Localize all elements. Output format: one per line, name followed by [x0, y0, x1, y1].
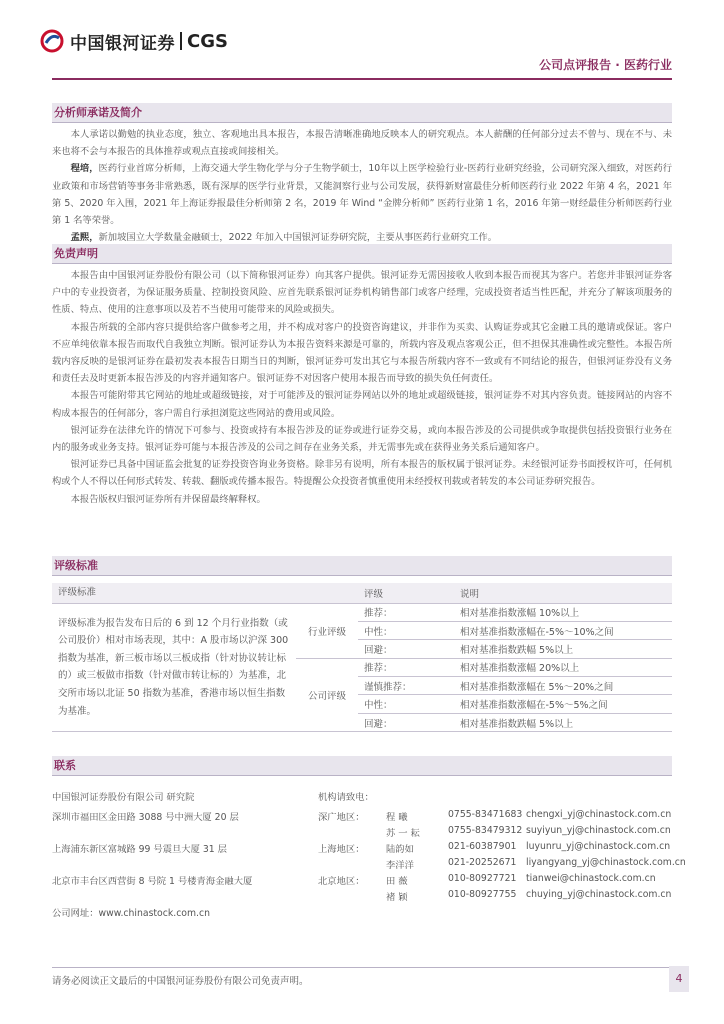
footer-divider: [52, 967, 672, 968]
logo-mark-icon: [40, 29, 64, 53]
logo-separator: [180, 32, 182, 50]
contact-person-phone: 0755-83471683: [448, 809, 523, 820]
contact-person-name: 苏 一 耘: [386, 828, 420, 839]
disclaimer-paragraph: 银河证券已具备中国证监会批复的证券投资咨询业务资格。除非另有说明，所有本报告的版权属于银河证券。未经银河证券书面授权许可，任何机构或个人不得以任何形式转发、转载、翻版或传播本报告。特提醒公众投资者慎重使用未经授权刊载或者转发的本公司证券研究报告。: [52, 459, 672, 488]
region-shenzhen: 深广地区：: [318, 812, 365, 823]
analyst-paragraphs: [52, 126, 672, 246]
analyst-bio-1-text: 医药行业首席分析师，上海交通大学生物化学与分子生物学硕士，10年以上医学检验行业-医药行业研究经验，公司研究深入细致，对医药行业政策和市场营销等事务非常熟悉，既有深厚的医学行业背景，又能洞察行业与公司发展，获得新财富最佳分析师医药行业 2022 年第 4 名，2021 年第 5、2020 年入围，2021 年上海证券报最佳分析师第 2 名，2019 年 Wind “金牌分析师” 医药行业第 1 名，2016 年第一财经最佳分析师医药行业第 1 名等荣誉。: [52, 163, 672, 227]
company-website: 公司网址：www.chinastock.com.cn: [52, 908, 211, 919]
disclaimer-paragraph: 本报告所载的全部内容只提供给客户做参考之用，并不构成对客户的投资咨询建议，并非作为买卖、认购证券或其它金融工具的邀请或保证。客户不应单纯依靠本报告而取代自我独立判断。银河证券认为本报告资料来源是可靠的，所载内容及观点客观公正，但不担保其准确性或完整性。本报告所载内容反映的是银河证券在最初发表本报告日期当日的判断，银河证券可发出其它与本报告所载内容不一致或有不同结论的报告，但银河证券没有义务和责任去及时更新本报告涉及的内容并通知客户。银河证券不对因客户使用本报告而导致的损失负任何责任。: [52, 321, 672, 385]
rating-desc: 相对基准指数涨幅 20%以上: [454, 658, 672, 676]
sales-title: 机构请致电：: [318, 792, 374, 803]
contact-person-phone: 021-20252671: [448, 857, 517, 868]
rating-level: 中性：: [358, 621, 454, 639]
address-shanghai: 上海浦东新区富城路 99 号震旦大厦 31 层: [52, 844, 227, 855]
rating-level: 推荐：: [358, 658, 454, 676]
rating-desc: 相对基准指数涨幅在-5%～10%之间: [454, 621, 672, 639]
contact-person-name: 田 薇: [386, 876, 408, 887]
page-number: 4: [669, 966, 689, 992]
rating-desc: 相对基准指数涨幅在 5%～20%之间: [454, 677, 672, 695]
contact-person-name: 李洋洋: [386, 860, 414, 871]
rating-level: 中性：: [358, 695, 454, 713]
contact-person-name: 陆韵如: [386, 844, 414, 855]
footer-disclaimer: 请务必阅读正文最后的中国银河证券股份有限公司免责声明。: [52, 976, 309, 987]
contact-person-email[interactable]: liyangyang_yj@chinastock.com.cn: [526, 857, 686, 868]
contact-person-phone: 010-80927721: [448, 873, 517, 884]
contact-person-email[interactable]: chengxi_yj@chinastock.com.cn: [526, 809, 672, 820]
header-standard: 评级标准: [52, 583, 296, 603]
rating-standard-text: 评级标准为报告发布日后的 6 到 12 个月行业指数（或公司股价）相对市场表现，其中：A 股市场以沪深 300 指数为基准，新三板市场以三板成指（针对协议转让标的）或三板做市指数（针对做市转让标的）为基准，北交所市场以北证 50 指数为基准，香港市场以恒生指数为基准。: [52, 603, 296, 732]
contact-person-email[interactable]: chuying_yj@chinastock.com.cn: [526, 889, 672, 900]
analyst-commitment: 本人承诺以勤勉的执业态度，独立、客观地出具本报告，本报告清晰准确地反映本人的研究观点。本人薪酬的任何部分过去不曾与、现在不与、未来也将不会与本报告的具体推荐或观点直接或间接相关。: [52, 129, 672, 158]
report-type: 公司点评报告 · 医药行业: [539, 58, 672, 72]
analyst-bio-2-text: 新加坡国立大学数量金融硕士，2022 年加入中国银河证券研究院，主要从事医药行业研究工作。: [98, 232, 497, 244]
address-shenzhen: 深圳市福田区金田路 3088 号中洲大厦 20 层: [52, 812, 239, 823]
analyst-name-1: 程培，: [70, 163, 99, 175]
rating-desc: 相对基准指数跌幅 5%以上: [454, 713, 672, 731]
rating-level: 谨慎推荐：: [358, 677, 454, 695]
contact-person-email[interactable]: tianwei@chinastock.com.cn: [526, 873, 656, 884]
rating-table: [52, 583, 672, 732]
contact-person-phone: 021-60387901: [448, 841, 517, 852]
header-description: 说明: [454, 583, 672, 603]
logo-en-text: CGS: [187, 30, 228, 52]
header-category: [296, 583, 358, 603]
address-beijing: 北京市丰台区西营街 8 号院 1 号楼青海金融大厦: [52, 876, 253, 887]
section-title-analyst: 分析师承诺及简介: [52, 103, 672, 123]
region-beijing: 北京地区：: [318, 876, 365, 887]
contact-person-phone: 0755-83479312: [448, 825, 523, 836]
rating-desc: 相对基准指数跌幅 5%以上: [454, 640, 672, 658]
analyst-name-2: 孟熙，: [70, 232, 99, 244]
disclaimer-paragraph: 本报告版权归银河证券所有并保留最终解释权。: [70, 493, 266, 505]
rating-table-header: [52, 583, 672, 603]
contact-company: 中国银河证券股份有限公司 研究院: [52, 792, 195, 803]
section-title-disclaimer: 免责声明: [52, 244, 672, 264]
contact-person-phone: 010-80927755: [448, 889, 517, 900]
rating-level: 回避：: [358, 713, 454, 731]
header-divider: [52, 78, 672, 80]
analyst-bio-1: [52, 160, 672, 229]
section-title-contact: 联系: [52, 756, 672, 776]
company-logo: [40, 28, 228, 54]
contact-person-name: 褚 颖: [386, 892, 408, 903]
rating-desc: 相对基准指数涨幅在-5%～5%之间: [454, 695, 672, 713]
rating-desc: 相对基准指数涨幅 10%以上: [454, 603, 672, 621]
section-title-rating: 评级标准: [52, 556, 672, 576]
disclaimer-paragraph: 银河证券在法律允许的情况下可参与、投资或持有本报告涉及的证券或进行证券交易，或向本报告涉及的公司提供或争取提供包括投资银行业务在内的服务或业务支持。银河证券可能与本报告涉及的公司之间存在业务关系，并无需事先或在获得业务关系后通知客户。: [52, 424, 672, 454]
disclaimer-paragraph: 本报告由中国银河证券股份有限公司（以下简称银河证券）向其客户提供。银河证券无需因接收人收到本报告而视其为客户。若您并非银河证券客户中的专业投资者，为保证服务质量、控制投资风险、应首先联系银河证券机构销售部门或客户经理，完成投资者适当性匹配，并充分了解该项服务的性质、特点、使用的注意事项以及若不当使用可能带来的风险或损失。: [52, 270, 672, 316]
company-rating-label: 公司评级: [296, 658, 358, 732]
disclaimer-paragraph: 本报告可能附带其它网站的地址或超级链接，对于可能涉及的银河证券网站以外的地址或超级链接，银河证券不对其内容负责。链接网站的内容不构成本报告的任何部分，客户需自行承担浏览这些网站的费用或风险。: [52, 390, 672, 419]
contact-person-email[interactable]: luyunru_yj@chinastock.com.cn: [526, 841, 671, 852]
disclaimer-paragraphs: [52, 267, 672, 508]
logo-cn-text: 中国银河证券: [70, 33, 175, 54]
header-rating: 评级: [358, 583, 454, 603]
contact-person-name: 程 曦: [386, 812, 408, 823]
contact-person-email[interactable]: suyiyun_yj@chinastock.com.cn: [526, 825, 671, 836]
region-shanghai: 上海地区：: [318, 844, 365, 855]
rating-level: 推荐：: [358, 603, 454, 621]
rating-level: 回避：: [358, 640, 454, 658]
industry-rating-label: 行业评级: [296, 603, 358, 658]
table-row: [52, 603, 672, 621]
